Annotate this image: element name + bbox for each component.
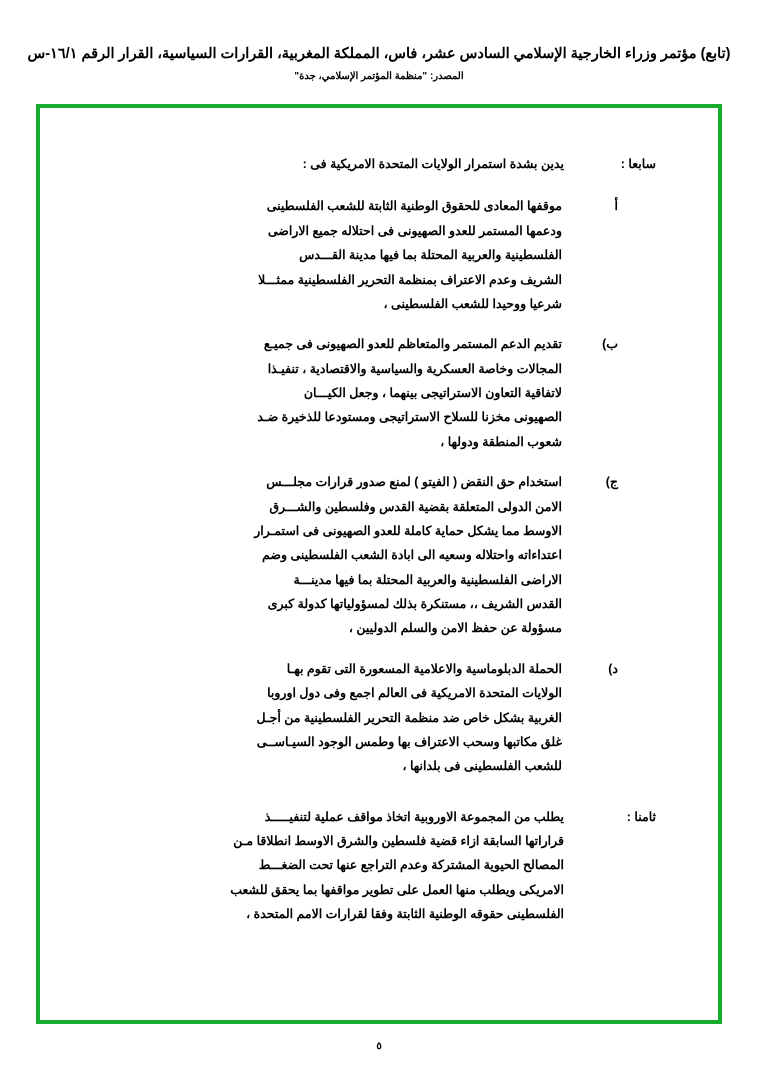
header-title: (تابع) مؤتمر وزراء الخارجية الإسلامي السادس عشر، فاس، المملكة المغربية، القرارات السياسية، القرار الرقم ١٦/١-س: [27, 46, 731, 62]
text-line: تقديم الدعم المستمر والمتعاظم للعدو الصهيونى فى جميـع: [263, 337, 562, 352]
text-line: الاوسط مما يشكل حماية كاملة للعدو الصهيونى فى استمـرار: [254, 523, 562, 538]
text-line: الغربية بشكل خاص ضد منظمة التحرير الفلسطينية من أجـل: [256, 710, 562, 725]
section-eight-label: ثامنا :: [626, 809, 656, 824]
text-line: شعوب المنطقة ودولها ،: [440, 434, 562, 449]
green-border-frame: [36, 104, 722, 1024]
section-seven-item-d: [102, 657, 618, 779]
item-text-b: [102, 332, 562, 454]
text-line: الصهيونى مخزنا للسلاح الاستراتيجى ومستودعا للذخيرة ضـد: [257, 410, 562, 425]
document-header: [0, 0, 758, 82]
text-line: القدس الشريف ،، مستنكرة بذلك لمسؤولياتها كدولة كبرى: [267, 597, 562, 611]
text-line: الحملة الدبلوماسية والاعلامية المسعورة التى تقوم بهـا: [286, 661, 562, 676]
text-line: الفلسطينية والعربية المحتلة بما فيها مدينة القـــدس: [299, 248, 562, 263]
item-marker-b: ب): [602, 337, 618, 352]
page-number: ٥: [376, 1041, 382, 1052]
text-line: الاراضى الفلسطينية والعربية المحتلة بما فيها مدينـــة: [293, 572, 562, 587]
text-line: اعتداءاته واحتلاله وسعيه الى ابادة الشعب الفلسطينى وضم: [262, 548, 562, 563]
text-line: المصالح الحيوية المشتركة وعدم التراجع عنها تحت الضغـــط: [258, 858, 564, 873]
item-text-d: [102, 657, 562, 779]
header-source: المصدر: "منظمة المؤتمر الإسلامي، جدة": [294, 71, 464, 83]
section-eight-text: [102, 805, 564, 927]
section-seven-lead: يدين بشدة استمرار الولايات المتحدة الامريكية فى :: [302, 157, 564, 171]
section-seven-label: سابعا :: [620, 157, 656, 171]
text-line: لاتفاقية التعاون الاستراتيجى بينهما ، وجعل الكيـــان: [303, 386, 562, 400]
text-line: استخدام حق النقض ( الفيتو ) لمنع صدور قرارات مجلـــس: [266, 475, 562, 490]
text-line: مسؤولة عن حفظ الامن والسلم الدوليين ،: [348, 621, 562, 636]
text-line: الامريكى ويطلب منها العمل على تطوير مواقفها بما يحقق للشعب: [230, 882, 564, 897]
text-line: موقفها المعادى للحقوق الوطنية الثابتة للشعب الفلسطينى: [266, 199, 562, 214]
text-line: غلق مكاتبها وسحب الاعتراف بها وطمس الوجود السيـاســى: [256, 734, 562, 749]
text-line: الشريف وعدم الاعتراف بمنظمة التحرير الفلسطينية ممثـــلا: [258, 272, 562, 287]
document-body: [40, 108, 718, 1020]
text-line: الفلسطينى حقوقه الوطنية الثابتة وفقا لقرارات الامم المتحدة ،: [246, 907, 564, 922]
text-line: المجالات وخاصة العسكرية والسياسية والاقتصادية ، تنفيـذا: [267, 361, 562, 376]
section-seven-item-b: [102, 332, 618, 454]
text-line: قراراتها السابقة ازاء قضية فلسطين والشرق الاوسط انطلاقا مـن: [233, 834, 564, 848]
text-line: الولايات المتحدة الامريكية فى العالم اجمع وفى دول اوروبا: [267, 686, 562, 701]
text-line: شرعيا ووحيدا للشعب الفلسطينى ،: [383, 296, 562, 311]
item-text-a: [102, 194, 562, 316]
section-seven-item-a: [102, 194, 618, 316]
section-seven-item-c: [102, 470, 618, 641]
text-line: للشعب الفلسطينى فى بلدانها ،: [402, 759, 562, 774]
item-text-c: [102, 470, 562, 641]
item-marker-d: د): [608, 661, 618, 676]
text-line: الامن الدولى المتعلقة بقضية القدس وفلسطين والشـــرق: [269, 499, 562, 514]
section-eight: [102, 805, 656, 927]
text-line: ودعمها المستمر للعدو الصهيونى فى احتلاله جميع الاراضى: [267, 223, 562, 238]
text-line: يطلب من المجموعة الاوروبية اتخاذ مواقف عملية لتنفيـــــذ: [264, 809, 564, 824]
item-marker-c: ج): [605, 475, 618, 490]
section-seven-intro: [102, 152, 656, 176]
item-marker-a: أ: [614, 199, 618, 214]
